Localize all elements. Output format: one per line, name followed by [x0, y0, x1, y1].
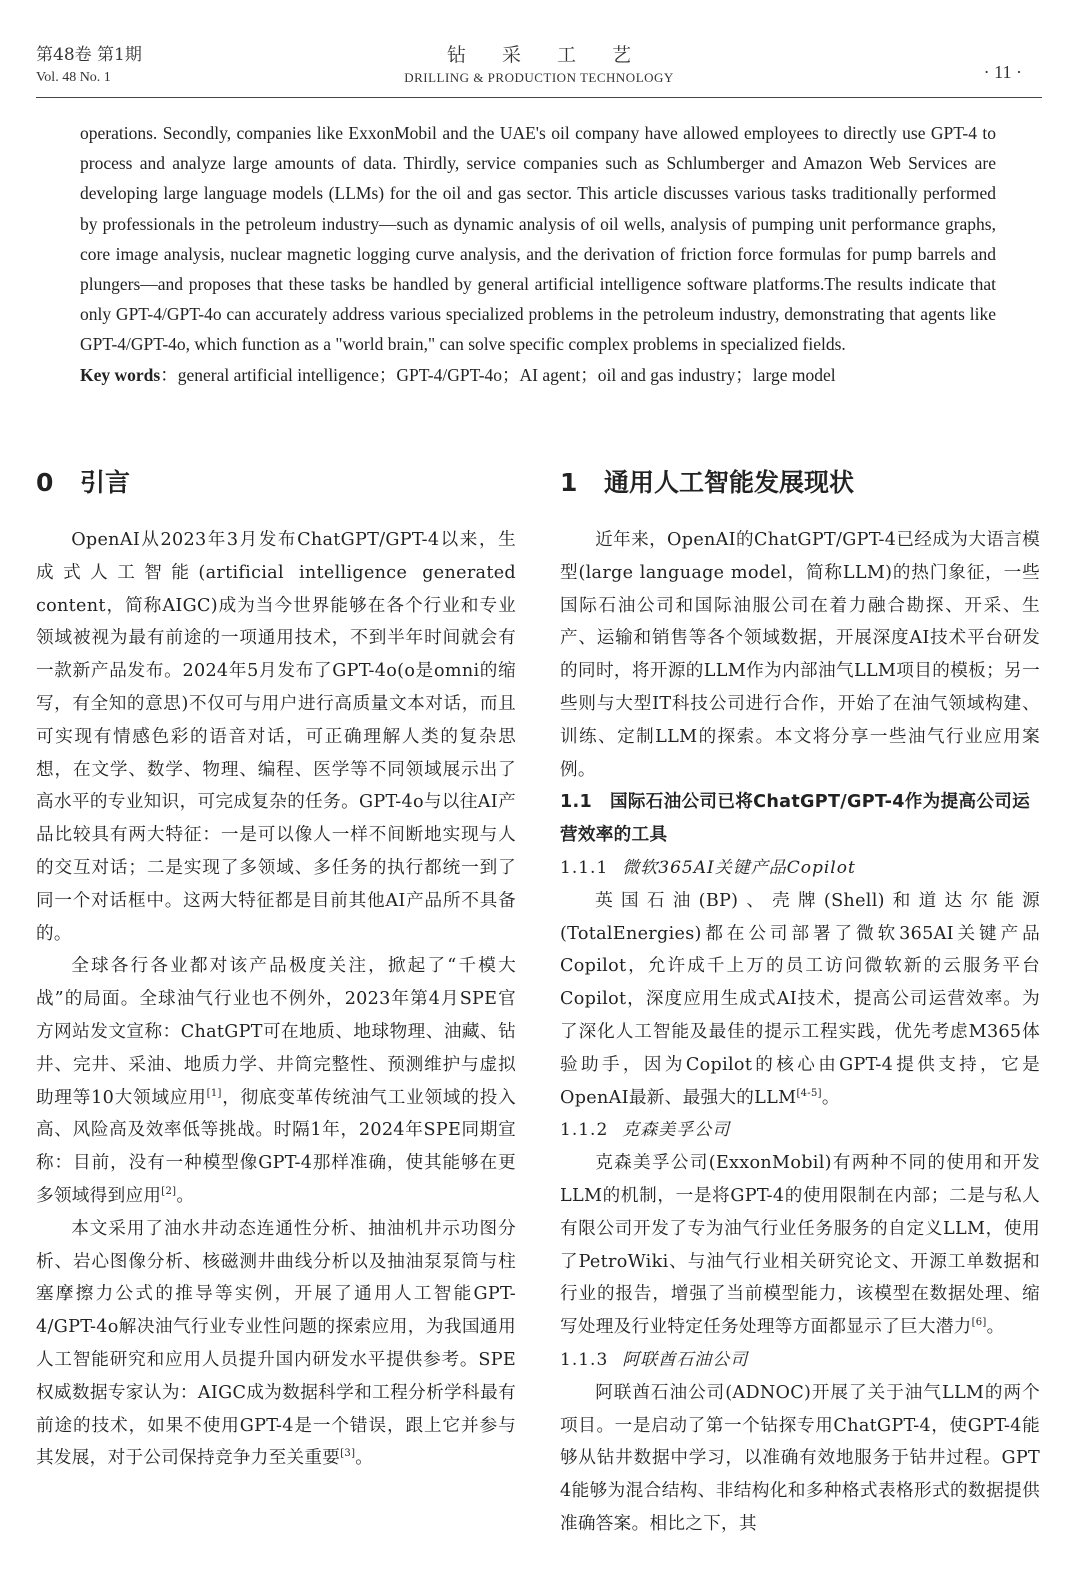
- section-number: 1: [560, 468, 578, 497]
- abstract-text: operations. Secondly, companies like ExxonMobil and the UAE's oil company have allowed employees to directly use GPT-4 to process and analyze large amounts of data. Thirdly, service companies such as Schlumberger and Amazon Web Services are developing large language models (LLMs) for the oil and gas sector. This article discusses various tasks traditionally performed by professionals in the petroleum industry—such as dynamic analysis of oil wells, analysis of pumping unit performance graphs, core image analysis, nuclear magnetic logging curve analysis, and the derivation of friction force formulas for pump barrels and plungers—and proposes that these tasks be handled by general artificial intelligence software platforms.The results indicate that only GPT-4/GPT-4o can accurately address various specialized problems in the petroleum industry, demonstrating that agents like GPT-4/GPT-4o, which function as a "world brain," can solve specific complex problems in specialized fields.: [80, 123, 996, 355]
- subsection-number: 1.1.2: [560, 1120, 609, 1141]
- text-run: 本文采用了油水井动态连通性分析、抽油机井示功图分析、岩心图像分析、核磁测井曲线分析以及抽油泵泵筒与柱塞摩擦力公式的推导等实例，开展了通用人工智能GPT-4/GPT-4o解决油气行业专业性问题的探索应用，为我国通用人工智能研究和应用人员提升国内研发水平提供参考。SPE权威数据专家认为：AIGC成为数据科学和工程分析学科最有前途的技术，如果不使用GPT-4是一个错误，跟上它并参与其发展，对于公司保持竞争力至关重要: [36, 1218, 516, 1469]
- left-column: [36, 460, 516, 1475]
- status-paragraph-2: [560, 885, 1040, 1115]
- citation: [3]: [340, 1448, 356, 1460]
- text-run: 。: [355, 1448, 374, 1469]
- keywords-line: [80, 360, 996, 390]
- status-paragraph-4: 阿联酋石油公司(ADNOC)开展了关于油气LLM的两个项目。一是启动了第一个钻探专用ChatGPT-4，使GPT-4能够从钻井数据中学习，以准确有效地服务于钻井过程。GPT 4能够为混合结构、非结构化和多种格式表格形式的数据提供准确答案。相比之下，其: [560, 1382, 1040, 1534]
- text-run: 克森美孚公司(ExxonMobil)有两种不同的使用和开发LLM的机制，一是将GPT-4的使用限制在内部；二是与私人有限公司开发了专为油气行业任务服务的自定义LLM，使用了PetroWiki、与油气行业相关研究论文、开源工单数据和行业的报告，增强了当前模型能力，该模型在数据处理、缩写处理及行业特定任务处理等方面都显示了巨大潜力: [560, 1153, 1040, 1338]
- text-run: 。: [176, 1185, 195, 1206]
- volume-cn: 第48卷 第1期: [36, 45, 142, 65]
- citation: [2]: [161, 1186, 177, 1198]
- running-header: [36, 34, 1042, 96]
- header-rule: [36, 97, 1042, 98]
- journal-title-en: DRILLING & PRODUCTION TECHNOLOGY: [404, 70, 674, 85]
- text-run: 。: [821, 1087, 840, 1108]
- section-title: 通用人工智能发展现状: [604, 468, 855, 497]
- subsection-heading-1-1: 1.1 国际石油公司已将ChatGPT/GPT-4作为提高公司运营效率的工具: [560, 792, 1031, 846]
- subsection-title: 阿联酋石油公司: [622, 1349, 749, 1370]
- text-run: 英国石油(BP)、壳牌(Shell)和道达尔能源(TotalEnergies)都在公司部署了微软365AI关键产品Copilot，允许成千上万的员工访问微软新的云服务平台Copilot，深度应用生成式AI技术，提高公司运营效率。为了深化人工智能及最佳的提示工程实践，优先考虑M365体验助手，因为Copilot的核心由GPT-4提供支持，它是OpenAI最新、最强大的LLM: [560, 890, 1040, 1108]
- volume-en: Vol. 48 No. 1: [36, 70, 111, 85]
- subsection-title: 微软365AI关键产品Copilot: [622, 857, 856, 878]
- subsection-heading-1-1-2: [560, 1114, 1040, 1147]
- journal-title-cn: 钻采工艺: [446, 44, 667, 66]
- status-paragraph-3: [560, 1147, 1040, 1344]
- page-number: · 11 ·: [983, 62, 1022, 82]
- section-number: 0: [36, 468, 54, 497]
- subsection-number: 1.1.1: [560, 857, 609, 878]
- section-title: 引言: [80, 468, 131, 497]
- citation: [6]: [971, 1317, 987, 1329]
- subsection-heading-1-1-1: [560, 852, 1040, 885]
- subsection-number: 1.1.3: [560, 1349, 609, 1370]
- text-run: 全球各行各业都对该产品极度关注，掀起了“千模大战”的局面。全球油气行业也不例外，2023年第4月SPE官方网站发文宣称：ChatGPT可在地质、地球物理、油藏、钻井、完井、采油、地质力学、井筒完整性、预测维护与虚拟助理等10大领域应用: [36, 956, 516, 1108]
- right-column: [560, 460, 1040, 1541]
- citation: [4-5]: [796, 1087, 822, 1099]
- section-heading-1: [560, 460, 1040, 512]
- intro-paragraph-2: [36, 950, 516, 1212]
- intro-paragraph-1: OpenAI从2023年3月发布ChatGPT/GPT-4以来，生成式人工智能(artificial intelligence generated content，简称AIGC)成为当今世界能够在各个行业和专业领域被视为最有前途的一项通用技术，不到半年时间就会有一款新产品发布。2024年5月发布了GPT-4o(o是omni的缩写，有全知的意思)不仅可与用户进行高质量文本对话，而且可实现有情感色彩的语音对话，可正确理解人类的复杂思想，在文学、数学、物理、编程、医学等不同领域展示出了高水平的专业知识，可完成复杂的任务。GPT-4o与以往AI产品比较具有两大特征：一是可以像人一样不间断地实现与人的交互对话；二是实现了多领域、多任务的执行都统一到了同一个对话框中。这两大特征都是目前其他AI产品所不具备的。: [36, 530, 516, 944]
- intro-paragraph-3: [36, 1213, 516, 1475]
- abstract-block: [80, 118, 996, 390]
- keywords-label: Key words: [80, 364, 161, 385]
- text-run: ，彻底变革传统油气工业领域的投入高、风险高及效率低等挑战。时隔1年，2024年SPE同期宣称：目前，没有一种模型像GPT-4那样准确，使其能够在更多领域得到应用: [36, 1087, 517, 1206]
- subsection-title: 克森美孚公司: [622, 1120, 731, 1141]
- text-run: 。: [986, 1317, 1005, 1338]
- subsection-heading-1-1-3: [560, 1344, 1040, 1377]
- keywords-list: ：general artificial intelligence；GPT-4/GPT-4o；AI agent；oil and gas industry；large model: [160, 364, 836, 385]
- status-paragraph-1: 近年来，OpenAI的ChatGPT/GPT-4已经成为大语言模型(large language model，简称LLM)的热门象征，一些国际石油公司和国际油服公司在着力融合勘探、开采、生产、运输和销售等各个领域数据，开展深度AI技术平台研发的同时，将开源的LLM作为内部油气LLM项目的模板；另一些则与大型IT科技公司进行合作，开始了在油气领域构建、训练、定制LLM的探索。本文将分享一些油气行业应用案例。: [560, 530, 1040, 780]
- section-heading-0: [36, 460, 516, 512]
- citation: [1]: [206, 1087, 222, 1099]
